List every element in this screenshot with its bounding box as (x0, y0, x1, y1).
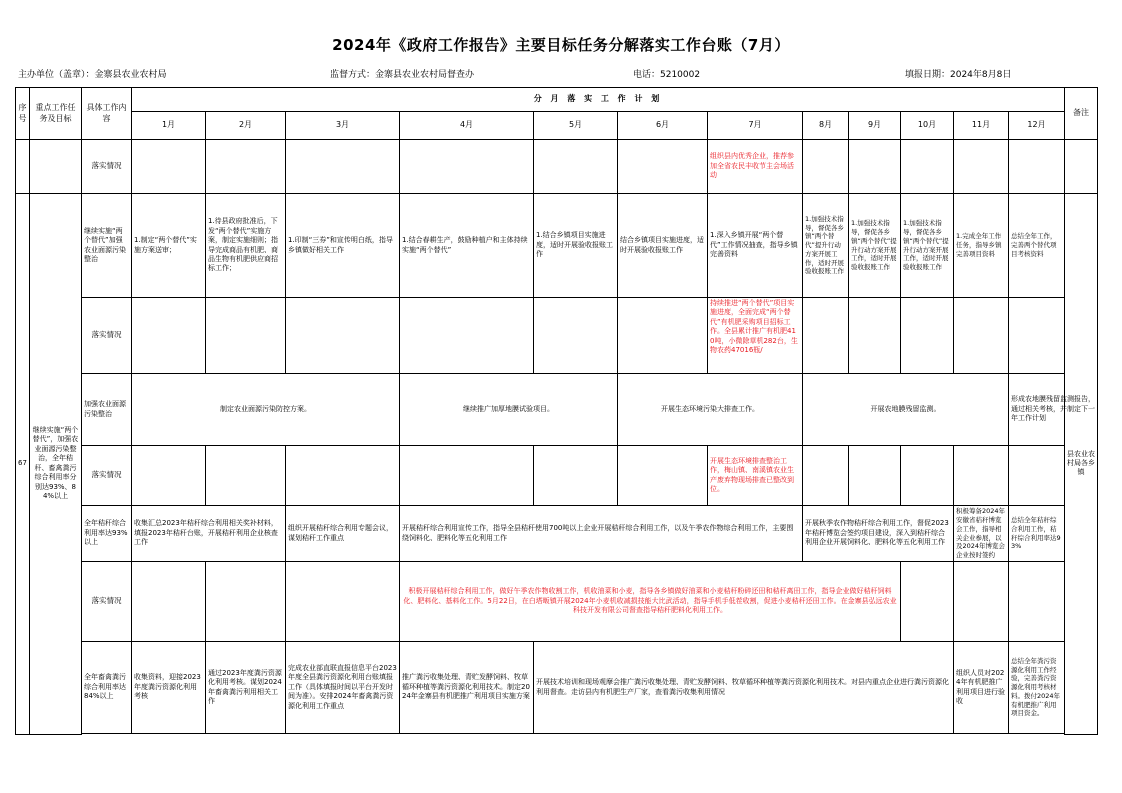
plan-cell: 1.待县政府批准后，下发“两个替代”实施方案，制定实施细则；指导完成商品有机肥、商品生物有机肥供应商招标工作； (206, 194, 286, 298)
month-header: 6月 (618, 112, 708, 140)
plan-cell: 1.结合乡镇项目实施进度，适时开展验收报账工作 (534, 194, 618, 298)
content-header: 具体工作内容 (82, 88, 132, 140)
status-row-two-substitutions (16, 298, 1098, 374)
task-ledger-table (15, 87, 1098, 735)
plan-cell: 总结全年工作，完善两个替代项目考核资料 (1009, 194, 1065, 298)
header-row-1 (16, 88, 1098, 112)
plan-cell: 1.加强技术指导，督促各乡镇“两个替代”提升行动方案开展工作，适时开展验收报账工作 (901, 194, 954, 298)
monthly-plan-header: 分 月 落 实 工 作 计 划 (132, 88, 1065, 112)
seq-header: 序号 (16, 88, 30, 140)
plan-cell: 总结全年秸秆综合利用工作，秸秆综合利用率达93% (1009, 506, 1065, 562)
key-task-header: 重点工作任务及目标 (30, 88, 82, 140)
content-label: 加强农业面源污染整治 (82, 374, 132, 446)
month-header: 3月 (286, 112, 400, 140)
phone-number: 电话：5210002 (633, 70, 701, 80)
status-label: 落实情况 (82, 446, 132, 506)
status-label: 落实情况 (82, 140, 132, 194)
plan-cell: 开展秸秆综合利用宣传工作，指导全县秸秆使用700吨以上企业开展秸秆综合利用工作，以及午季农作物综合利用工作，主要围绕饲料化、肥料化等五化利用工作 (400, 506, 803, 562)
status-label: 落实情况 (82, 562, 132, 642)
host-unit: 主办单位（盖章）：金寨县农业农村局 (18, 70, 167, 80)
plan-cell: 开展技术培训和现场观摩会推广粪污收集处理、青贮发酵饲料、牧草循环种植等粪污资源化利用技术。对县内重点企业进行粪污资源化利用督查。走访县内有机肥生产厂家，查看粪污收集利用情况 (534, 642, 954, 734)
plan-cell: 继续推广加厚地膜试验项目。 (400, 374, 618, 446)
plan-cell: 1.加强技术指导，督促各乡镇“两个替代”提升行动方案开展工作，适时开展验收报账工作 (803, 194, 849, 298)
content-label: 全年秸秆综合利用率达93%以上 (82, 506, 132, 562)
status-row-nonpoint-pollution (16, 446, 1098, 506)
note-header: 备注 (1065, 88, 1098, 140)
content-label: 继续实施“两个替代”加强农业面源污染整治 (82, 194, 132, 298)
plan-cell: 收集资料，迎接2023年度粪污资源化利用考核 (132, 642, 206, 734)
plan-cell: 1.印制“三券”和宣传明白纸，指导乡镇做好相关工作 (286, 194, 400, 298)
month-header: 5月 (534, 112, 618, 140)
plan-cell: 组织开展秸秆综合利用专题会议，谋划秸秆工作重点 (286, 506, 400, 562)
month-header: 7月 (708, 112, 803, 140)
month-header: 12月 (1009, 112, 1065, 140)
status-apr-sep: 积极开展秸秆综合利用工作，做好午季农作物收割工作，机收油菜和小麦，指导各乡镇做好油菜和小麦秸秆粉碎还田和秸秆离田工作，指导企业做好秸秆饲料化、肥料化、基料化工作。5月22日，在白塔畈镇开展2024年小麦机收减损技能大比武活动，指导手机手低茬收割，促进小麦秸秆还田工作。在金寨县弘远农业科技开发有限公司督查指导秸秆肥料化利用工作。 (400, 562, 901, 642)
supervision-method: 监督方式：金寨县农业农村局督查办 (330, 70, 475, 80)
note-cell: 县农业农村局各乡镇 (1065, 194, 1098, 735)
plan-cell: 1.完成全年工作任务，指导乡镇完善项目资料 (954, 194, 1009, 298)
key-target: 继续实施“两个替代”，加强农业面源污染整治，全年秸秆、畜禽粪污综合利用率分别达93%、84%以上 (30, 194, 82, 735)
plan-row-nonpoint-pollution (16, 374, 1098, 446)
plan-cell: 通过2023年度粪污资源化利用考核。谋划2024年畜禽粪污利用相关工作 (206, 642, 286, 734)
month-header: 8月 (803, 112, 849, 140)
plan-cell: 开展农地膜残留监测。 (803, 374, 1009, 446)
plan-cell: 开展秋季农作物秸秆综合利用工作，督促2023年秸秆博览会签约项目建设，深入到秸秆综合利用企业开展饲料化、肥料化等五化利用工作 (803, 506, 954, 562)
plan-cell: 收集汇总2023年秸秆综合利用相关奖补材料，填报2023年秸秆台账，开展秸秆利用企业核查工作 (132, 506, 286, 562)
status-july: 持续推进“两个替代”项目实施进度，全面完成“两个替代”有机肥采购项目招标工作。全县累计推广有机肥410吨，小微除草机282台，生物农药47016瓶/ (708, 298, 803, 374)
status-july: 组织县内优秀企业，推荐参加全省农民丰收节主会场活动 (708, 140, 803, 194)
plan-cell: 1.深入乡镇开展“两个替代”工作情况抽查，指导乡镇完善资料 (708, 194, 803, 298)
month-header: 11月 (954, 112, 1009, 140)
month-header: 4月 (400, 112, 534, 140)
month-header: 1月 (132, 112, 206, 140)
status-label: 落实情况 (82, 298, 132, 374)
plan-cell: 制定农业面源污染防控方案。 (132, 374, 400, 446)
plan-cell: 积极筹备2024年安徽省秸秆博览会工作，指导相关企业参展，以及2024年博览会企业按时签约 (954, 506, 1009, 562)
plan-cell: 开展生态环境污染大排查工作。 (618, 374, 803, 446)
status-row-straw-utilization (16, 562, 1098, 642)
status-row-top (16, 140, 1098, 194)
plan-row-manure-utilization (16, 642, 1098, 734)
plan-row-two-substitutions (16, 194, 1098, 298)
fill-date: 填报日期：2024年8月8日 (905, 70, 1012, 80)
page-title: 2024年《政府工作报告》主要目标任务分解落实工作台账（7月） (332, 36, 790, 54)
plan-cell: 1.加强技术指导，督促各乡镇“两个替代”提升行动方案开展工作，适时开展验收报账工作 (849, 194, 901, 298)
month-header: 2月 (206, 112, 286, 140)
plan-cell: 总结全年粪污资源化利用工作经验，完善粪污资源化利用考核材料。拨付2024年有机肥推广利用项目资金。 (1009, 642, 1065, 734)
plan-cell: 完成农业部直联直报信息平台2023年度全县粪污资源化利用台账填报工作（具体填报时间以平台开发时间为准）。安排2024年畜禽粪污资源化利用工作重点 (286, 642, 400, 734)
plan-cell: 推广粪污收集处理、青贮发酵饲料、牧草循环种植等粪污资源化利用技术。制定2024年金寨县有机肥推广利用项目实施方案 (400, 642, 534, 734)
plan-cell: 1.制定“两个替代”实施方案送审； (132, 194, 206, 298)
plan-cell: 结合乡镇项目实施进度，适时开展验收报账工作 (618, 194, 708, 298)
plan-cell: 形成农地膜残留监测报告，通过相关考核，并制定下一年工作计划 (1009, 374, 1098, 446)
plan-row-straw-utilization (16, 506, 1098, 562)
plan-cell: 组织人员对2024年有机肥推广利用项目进行验收 (954, 642, 1009, 734)
month-header: 9月 (849, 112, 901, 140)
header-row-months (16, 112, 1098, 140)
row-number: 67 (16, 194, 30, 735)
status-july: 开展生态环境排查整治工作，梅山镇、南溪镇农业生产废弃物现场排查已整改到位。 (708, 446, 803, 506)
plan-cell: 1.结合春耕生产，鼓励种植户和主体持续实施“两个替代” (400, 194, 534, 298)
content-label: 全年畜禽粪污综合利用率达84%以上 (82, 642, 132, 734)
month-header: 10月 (901, 112, 954, 140)
